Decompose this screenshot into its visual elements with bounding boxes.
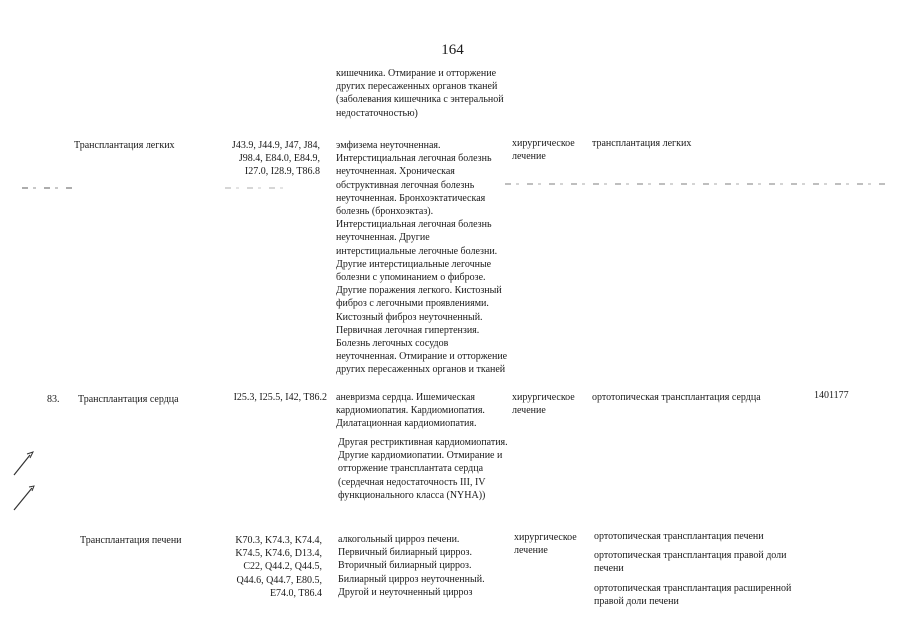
row-liver-method-3: ортотопическая трансплантация расширенной правой доли печени <box>594 583 792 608</box>
row-liver-treatment-type: хирургическое лечение <box>514 532 577 557</box>
codes-line: J98.4, E84.0, E84.9, <box>238 153 320 165</box>
scan-artifact-streak <box>225 187 285 189</box>
row-lung-diagnosis: эмфизема неуточненная. Интерстициальная легочная болезнь неуточненная. Хроническая обструктивная легочная болезнь неуточненная. Бронхоэктатическая болезнь (бронхоэктаз). Интерстициальная легочная болезнь неуточненная. Другие интерстициальные легочные болезни. Другие интерстициальные легочные болезни с упоминанием о фиброзе. Другие поражения легкого. Кистозный фиброз с легочными проявлениями. Кистозный фиброз неуточненный. Первичная легочная гипертензия. Болезнь легочных сосудов неуточненная. Отмирание и отторжение других пересаженных органов и тканей <box>336 140 508 376</box>
row-heart-cost: 1401177 <box>814 390 849 401</box>
row-heart-diagnosis-extra: Другая рестриктивная кардиомиопатия. Другие кардиомиопатии. Отмирание и отторжение трансплантата сердца (сердечная недостаточность III, IV функционального класса (NYHA)) <box>338 437 508 501</box>
row-heart-codes <box>210 391 327 404</box>
scan-artifact-streak <box>505 183 890 185</box>
codes-line: K74.5, K74.6, D13.4, <box>235 548 322 560</box>
codes-line: E74.0, T86.4 <box>269 587 322 599</box>
codes-line: I25.3, I25.5, I42, T86.2 <box>233 392 327 403</box>
row-liver-diagnosis: алкогольный цирроз печени. Первичный билиарный цирроз. Вторичный билиарный цирроз. Билиарный цирроз неуточненный. Другой и неуточненный цирроз <box>338 534 485 598</box>
row-liver-method-2: ортотопическая трансплантация правой доли печени <box>594 550 787 575</box>
row-liver-method-1: ортотопическая трансплантация печени <box>594 531 764 542</box>
row-heart-name: Трансплантация сердца <box>78 394 179 405</box>
codes-line: I27.0, I28.9, T86.8 <box>244 166 320 178</box>
scan-artifact-marks <box>0 440 60 520</box>
row-heart-treatment-type: хирургическое лечение <box>512 392 575 417</box>
row-lung-treatment-type: хирургическое лечение <box>512 138 575 163</box>
codes-line: K70.3, K74.3, K74.4, <box>235 535 322 546</box>
row-heart-method: ортотопическая трансплантация сердца <box>592 392 761 403</box>
row-heart-diagnosis: аневризма сердца. Ишемическая кардиомиопатия. Кардиомиопатия. Дилатационная кардиомиопатия. <box>336 392 485 430</box>
row-lung-method: трансплантация легких <box>592 138 692 149</box>
codes-line: C22, Q44.2, Q44.5, <box>243 561 322 573</box>
row-liver-name: Трансплантация печени <box>80 535 182 546</box>
page-number: 164 <box>441 42 464 58</box>
codes-line: Q44.6, Q44.7, E80.5, <box>236 574 322 586</box>
row-lung-name: Трансплантация легких <box>74 140 175 151</box>
row-liver-codes <box>214 534 322 600</box>
scan-artifact-streak <box>22 187 77 189</box>
continuation-text: кишечника. Отмирание и отторжение других пересаженных органов тканей (заболевания кишечника с энтеральной недостаточностью) <box>336 68 504 119</box>
row-lung-codes <box>210 139 320 179</box>
row-heart-number: 83. <box>47 394 60 405</box>
codes-line: J43.9, J44.9, J47, J84, <box>231 140 320 151</box>
